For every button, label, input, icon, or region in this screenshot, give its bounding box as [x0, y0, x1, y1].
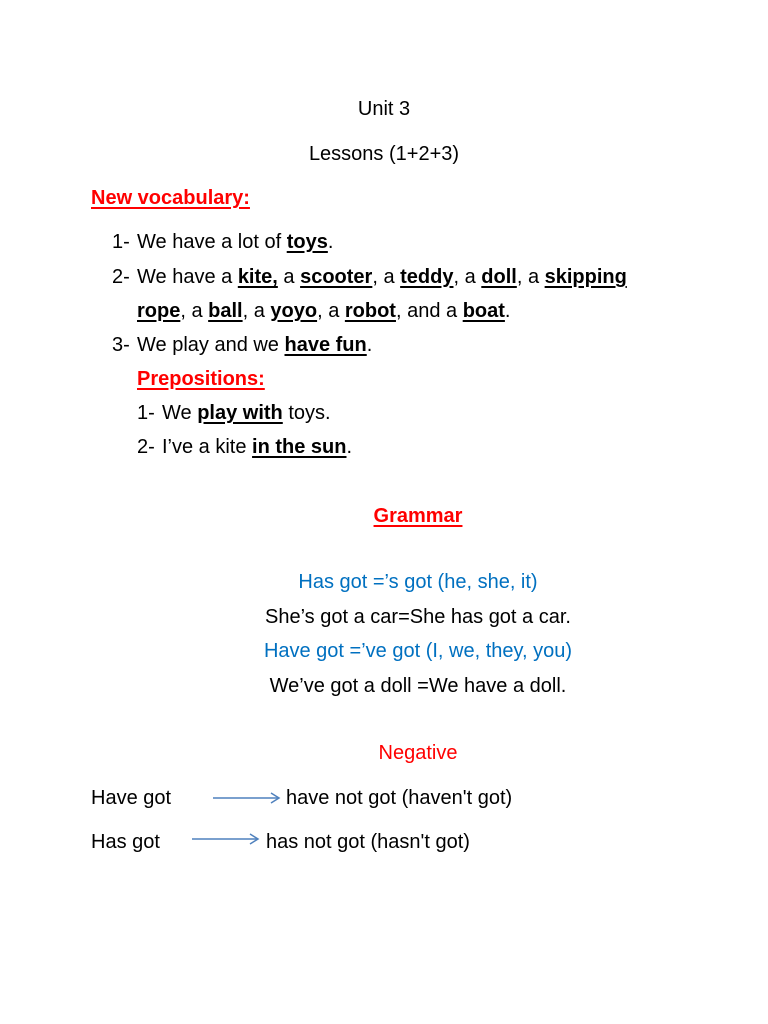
lessons-subtitle: Lessons (1+2+3) [308, 143, 460, 165]
vocab-word: teddy [400, 266, 454, 288]
preposition-phrase: in the sun [252, 436, 347, 458]
vocab-item-2-line-1: 2- We have a kite, a scooter, a teddy, a doll, a skipping [112, 266, 627, 288]
grammar-example-has-got: She’s got a car=She has got a car. [265, 606, 571, 628]
preposition-item-2: 2- I’ve a kite in the sun. [137, 436, 353, 458]
preposition-phrase: play with [197, 402, 283, 424]
vocab-item-2-line-2: rope, a ball, a yoyo, a robot, and a boat. [137, 300, 511, 322]
negative-have-got-label: Have got [91, 787, 172, 809]
grammar-rule-have-got: Have got =’ve got (I, we, they, you) [263, 640, 573, 662]
grammar-heading: Grammar [373, 505, 463, 527]
right-arrow-icon [212, 790, 282, 806]
vocab-word: toys [286, 231, 328, 253]
right-arrow-icon [191, 831, 261, 847]
negative-has-got-form: has not got (hasn't got) [266, 831, 470, 853]
grammar-example-have-got: We’ve got a doll =We have a doll. [269, 675, 567, 697]
vocab-item-1: 1- We have a lot of toys. [112, 231, 334, 253]
vocab-item-3: 3- We play and we have fun. [112, 334, 373, 356]
preposition-item-1: 1- We play with toys. [137, 402, 331, 424]
vocab-word: skipping [544, 266, 627, 288]
vocab-word: doll [481, 266, 517, 288]
grammar-rule-has-got: Has got =’s got (he, she, it) [298, 571, 538, 593]
vocab-word: ball [208, 300, 243, 322]
list-number: 1- [137, 402, 155, 424]
vocab-word: yoyo [270, 300, 318, 322]
vocab-word: boat [462, 300, 505, 322]
negative-has-got-label: Has got [91, 831, 160, 853]
prepositions-heading: Prepositions: [137, 368, 265, 390]
vocab-word: have fun [284, 334, 367, 356]
list-number: 1- [112, 231, 130, 253]
negative-have-got-form: have not got (haven't got) [286, 787, 513, 809]
vocab-word: robot [344, 300, 396, 322]
list-number: 3- [112, 334, 130, 356]
list-number: 2- [137, 436, 155, 458]
unit-title: Unit 3 [357, 98, 411, 120]
list-number: 2- [112, 266, 130, 288]
vocabulary-heading: New vocabulary: [91, 187, 250, 209]
vocab-word: scooter [300, 266, 373, 288]
negative-heading: Negative [378, 742, 458, 764]
vocab-word: kite, [237, 266, 278, 288]
vocab-word: rope [137, 300, 181, 322]
